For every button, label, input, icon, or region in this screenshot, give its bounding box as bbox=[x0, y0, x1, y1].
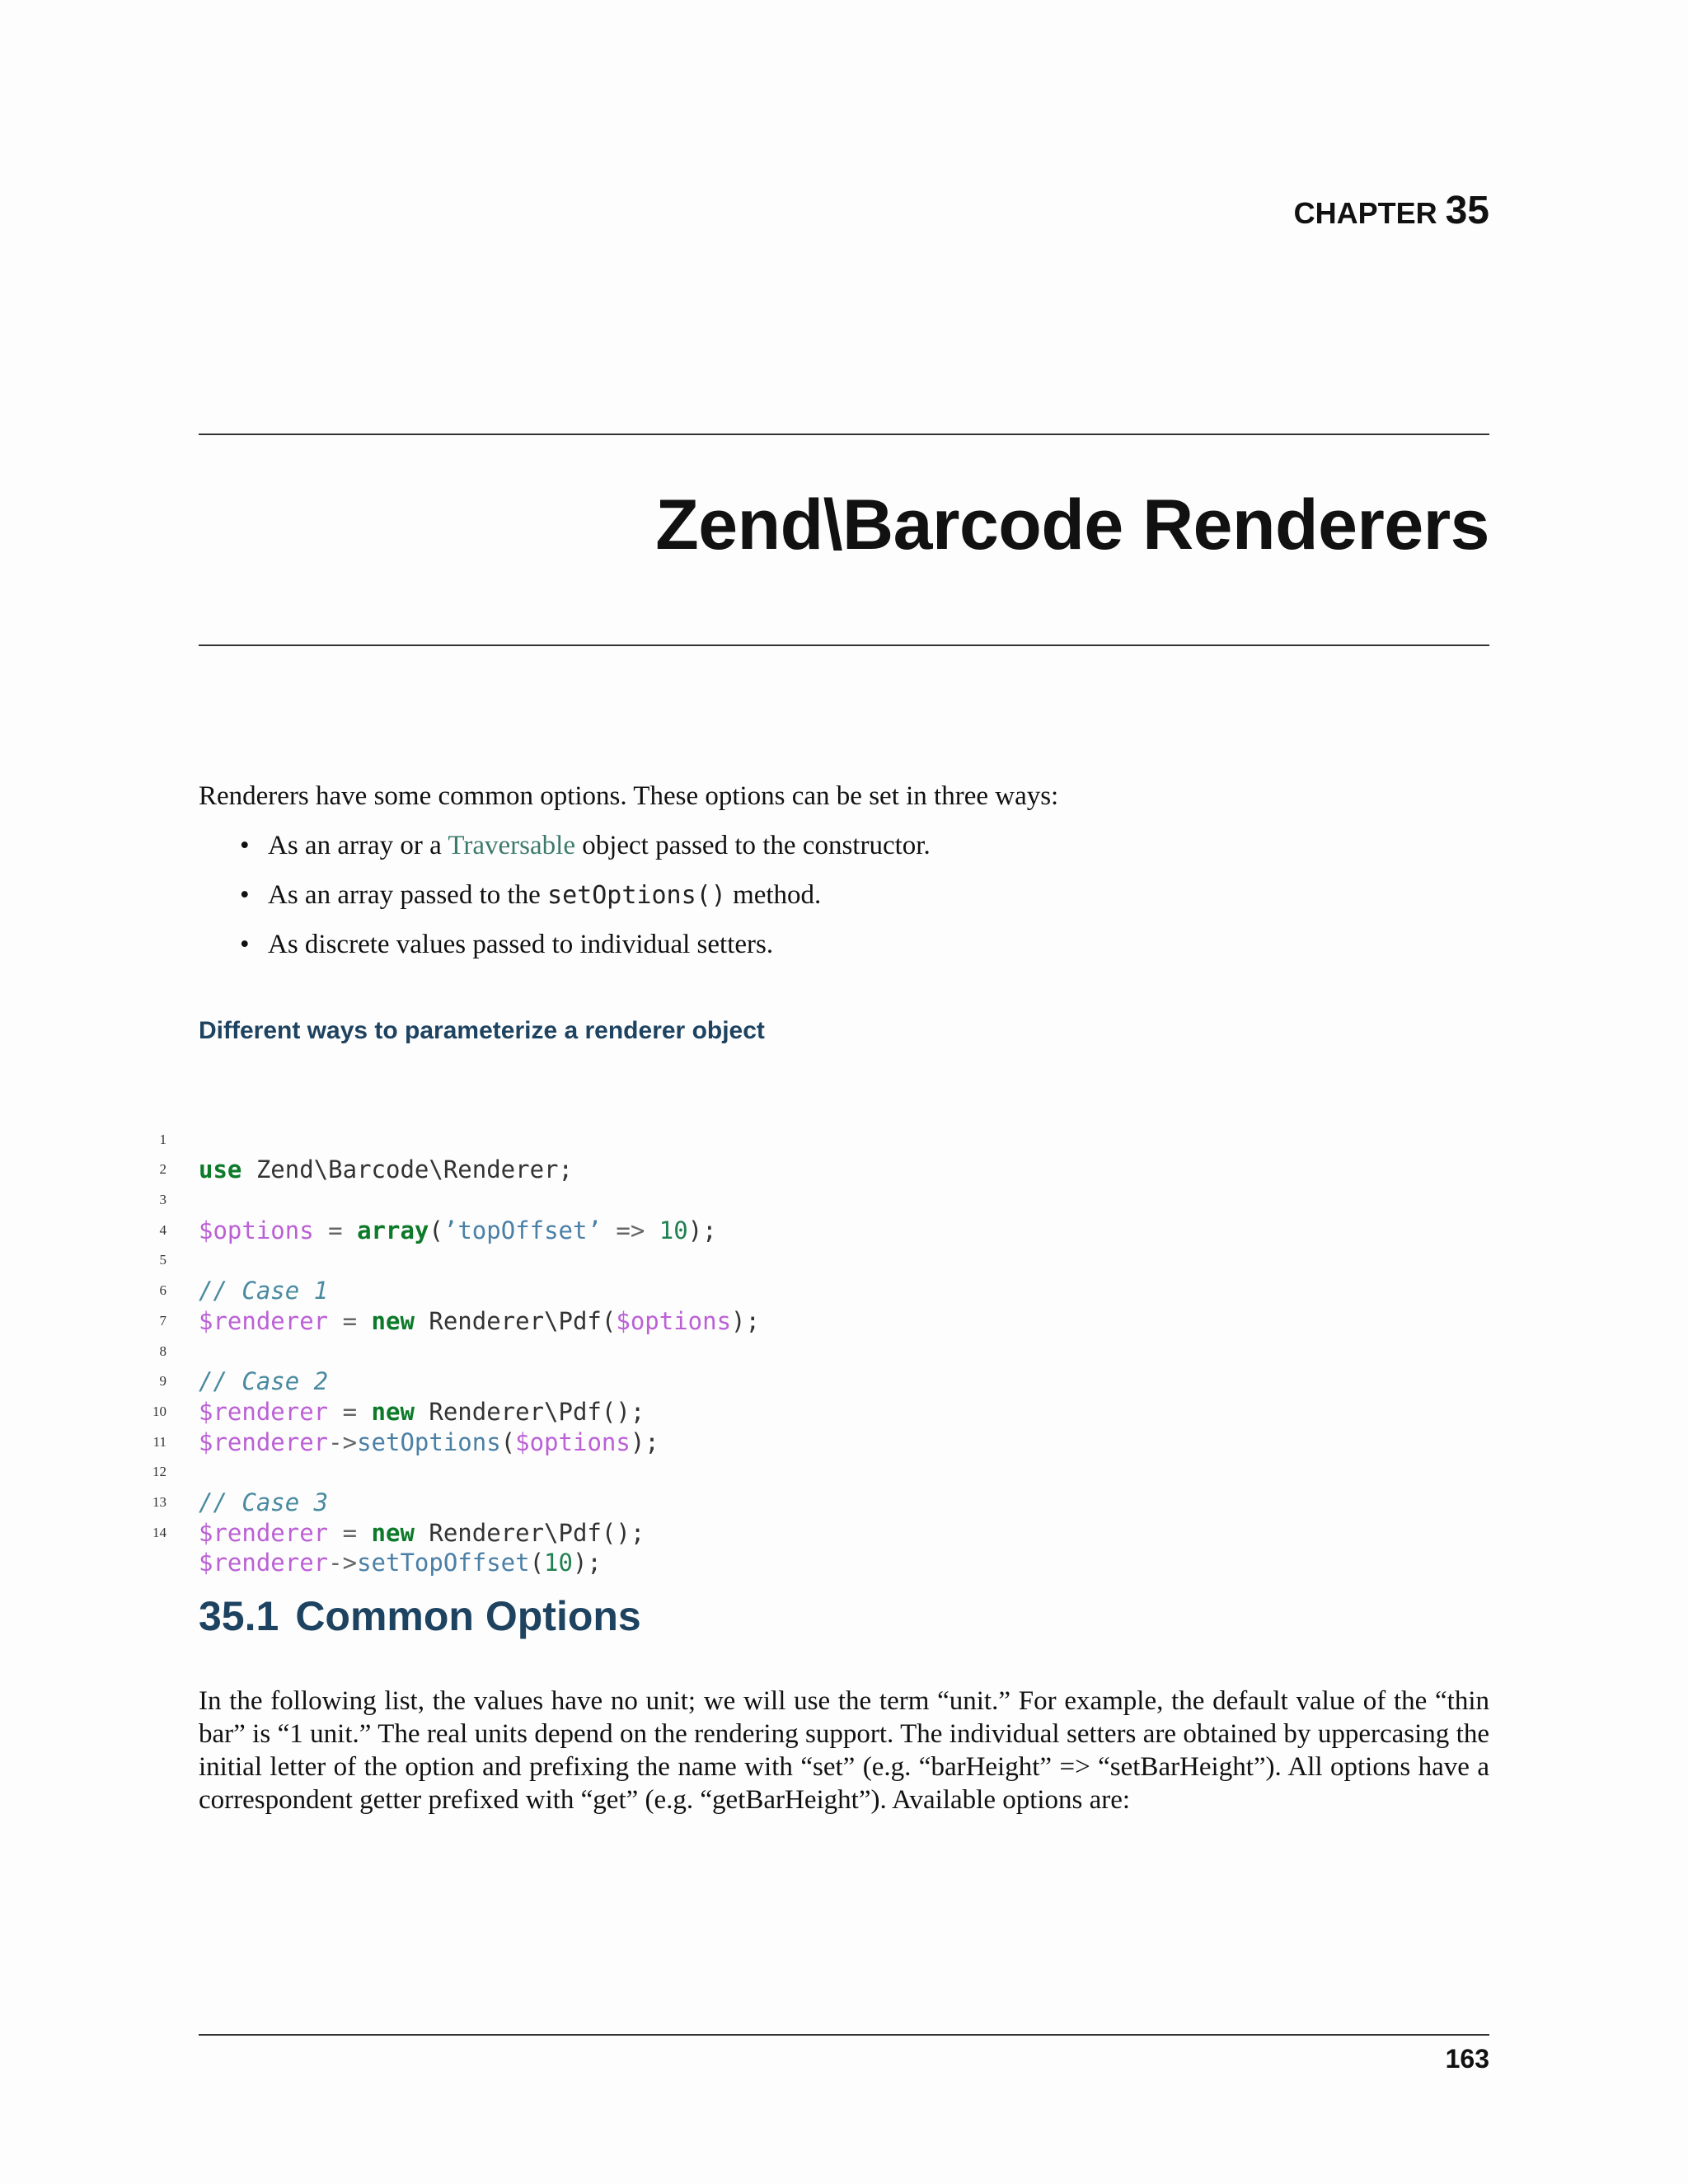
line-number: 6 bbox=[159, 1282, 166, 1299]
section-heading bbox=[199, 1592, 641, 1640]
bullet-dot: • bbox=[240, 831, 250, 860]
line-number: 12 bbox=[152, 1464, 166, 1480]
chapter-title: Zend\Barcode Renderers bbox=[655, 485, 1489, 565]
section-title: Common Options bbox=[295, 1593, 641, 1639]
line-number: 1 bbox=[159, 1131, 166, 1147]
title-bottom-rule bbox=[199, 644, 1489, 646]
line-number: 2 bbox=[159, 1161, 166, 1178]
line-number: 8 bbox=[159, 1343, 166, 1359]
chapter-label bbox=[1294, 188, 1489, 233]
options-bullet-list bbox=[240, 829, 931, 977]
line-number: 5 bbox=[159, 1252, 166, 1268]
line-number: 10 bbox=[152, 1403, 166, 1419]
code-line: 13 $renderer = new Renderer\Pdf(); bbox=[148, 1457, 1489, 1488]
code-line: 10 $renderer->setOptions($options); bbox=[148, 1366, 1489, 1397]
chapter-number: 35 bbox=[1445, 189, 1489, 232]
code-line: 14 $renderer->setTopOffset(10); bbox=[148, 1488, 1489, 1518]
chapter-word: CHAPTER bbox=[1293, 196, 1437, 230]
code-line: 8 // Case 2 bbox=[148, 1306, 1489, 1337]
code-block bbox=[148, 1094, 1489, 1577]
code-caption: Different ways to parameterize a renderer object bbox=[199, 1017, 765, 1044]
line-number: 13 bbox=[152, 1493, 166, 1510]
code-line: 1 use Zend\Barcode\Renderer; bbox=[148, 1094, 1489, 1125]
list-item: • As an array passed to the setOptions() method. bbox=[240, 880, 822, 910]
footer-rule bbox=[199, 2034, 1489, 2036]
code-line: 5 // Case 1 bbox=[148, 1216, 1489, 1246]
section-number: 35.1 bbox=[199, 1593, 279, 1639]
line-number: 3 bbox=[159, 1192, 166, 1208]
traversable-link[interactable]: Traversable bbox=[448, 831, 575, 860]
code-line: 6 $renderer = new Renderer\Pdf($options); bbox=[148, 1245, 1489, 1276]
bullet-dot: • bbox=[240, 880, 250, 910]
line-number: 11 bbox=[152, 1433, 166, 1450]
code-line: 9 $renderer = new Renderer\Pdf(); bbox=[148, 1337, 1489, 1367]
line-number: 14 bbox=[152, 1524, 166, 1540]
line-number: 4 bbox=[159, 1221, 166, 1238]
inline-code-setoptions: setOptions() bbox=[547, 881, 726, 910]
list-item: • As an array or a Traversable object passed to the constructor. bbox=[240, 831, 931, 860]
line-number: 9 bbox=[159, 1373, 166, 1390]
intro-paragraph: Renderers have some common options. These options can be set in three ways: bbox=[199, 781, 1059, 811]
bullet-dot: • bbox=[240, 930, 250, 959]
page-number: 163 bbox=[1445, 2044, 1489, 2074]
title-top-rule bbox=[199, 434, 1489, 435]
code-line: 3 $options = array(’topOffset’ => 10); bbox=[148, 1155, 1489, 1185]
code-line: 12 // Case 3 bbox=[148, 1427, 1489, 1458]
line-number: 7 bbox=[159, 1312, 166, 1329]
list-item: • As discrete values passed to individual setters. bbox=[240, 930, 774, 959]
section-paragraph: In the following list, the values have no unit; we will use the term “unit.” For example, the default value of the “thin bar” is “1 unit.” The real units depend on the rendering support. The individual setters are obtained by uppercasing the initial letter of the option and prefixing the name with “set” (e.g. “barHeight” => “setBarHeight”). All options have a correspondent getter prefixed with “get” (e.g. “getBarHeight”). Available options are: bbox=[199, 1686, 1489, 1815]
